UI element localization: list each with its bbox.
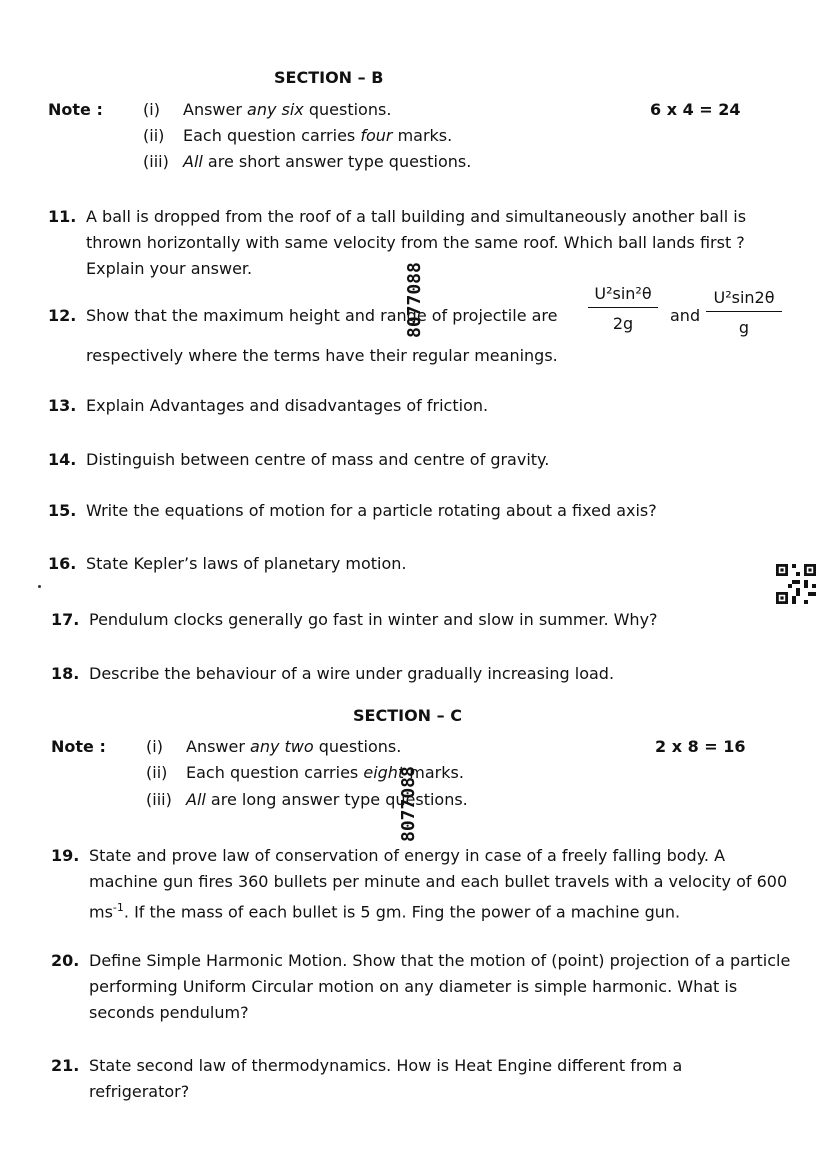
question-text: Explain Advantages and disadvantages of friction.	[86, 396, 489, 415]
question-text: Distinguish between centre of mass and centre of gravity.	[86, 450, 550, 469]
section-b-note-2: (ii) Each question carries four marks.	[143, 126, 453, 145]
range-formula	[706, 288, 782, 337]
question-number: 14.	[48, 450, 77, 469]
question-17	[51, 610, 658, 629]
question-number: 18.	[51, 664, 80, 683]
formula-numerator: U²sin²θ	[594, 284, 652, 303]
section-c-note-1: (i) Answer any two questions.	[146, 737, 402, 756]
question-text: State second law of thermodynamics. How is Heat Engine different from a refrigerator?	[89, 1056, 683, 1101]
question-21	[51, 1053, 751, 1105]
section-b-note-label: Note :	[48, 100, 103, 119]
question-text: State Kepler’s laws of planetary motion.	[86, 554, 407, 573]
question-number: 21.	[51, 1056, 80, 1075]
stray-dot	[38, 585, 41, 588]
question-number: 11.	[48, 207, 77, 226]
question-text: Describe the behaviour of a wire under gradually increasing load.	[89, 664, 615, 683]
question-18	[51, 664, 614, 683]
and-text: and	[670, 306, 701, 325]
watermark-upper: 8077088	[404, 262, 425, 338]
note-index: (iii)	[143, 152, 169, 171]
question-15	[48, 501, 657, 520]
question-16	[48, 554, 406, 573]
section-c-note-3: (iii) All are long answer type questions.	[146, 790, 468, 809]
section-c-note-2: (ii) Each question carries eight marks.	[146, 763, 464, 782]
note-index: (iii)	[146, 790, 172, 809]
section-b-note-3: (iii) All are short answer type questions.	[143, 152, 472, 171]
question-text: Show that the maximum height and range of projectile are	[86, 306, 558, 325]
question-number: 13.	[48, 396, 77, 415]
question-text: State and prove law of conservation of energy in case of a freely falling body. A machine gun fires 360 bullets per minute and each bullet travels with a velocity of 600 $ms^{-1}$. If the mass of each bullet is 5 gm. Fing the power of a machine gun.	[89, 846, 788, 922]
question-number: 20.	[51, 951, 80, 970]
section-b-note-1: (i) Answer any six questions.	[143, 100, 392, 119]
note-index: (ii)	[146, 763, 168, 782]
qr-code-icon	[776, 564, 816, 604]
question-20	[51, 948, 791, 1026]
question-text: Write the equations of motion for a particle rotating about a fixed axis?	[86, 501, 657, 520]
question-12-tail: respectively where the terms have their regular meanings.	[86, 346, 558, 365]
section-c-marks: 2 x 8 = 16	[655, 737, 746, 756]
question-14	[48, 450, 549, 469]
question-13	[48, 396, 488, 415]
question-19	[51, 843, 791, 925]
question-text: Define Simple Harmonic Motion. Show that the motion of (point) projection of a particle performing Uniform Circular motion on any diameter is simple harmonic. What is seconds pendulum?	[89, 951, 791, 1022]
question-number: 19.	[51, 846, 80, 865]
formula-denominator: 2g	[612, 314, 634, 333]
section-c-note-label: Note :	[51, 737, 106, 756]
note-index: (ii)	[143, 126, 165, 145]
section-b-title: SECTION – B	[274, 68, 384, 87]
max-height-formula	[588, 284, 658, 333]
note-index: (i)	[146, 737, 163, 756]
question-number: 15.	[48, 501, 77, 520]
section-c-title: SECTION – C	[353, 706, 462, 725]
question-number: 16.	[48, 554, 77, 573]
question-text: A ball is dropped from the roof of a tall building and simultaneously another ball is thrown horizontally with same velocity from the same roof. Which ball lands first ? Explain your answer.	[86, 207, 747, 278]
section-b-marks: 6 x 4 = 24	[650, 100, 741, 119]
question-number: 12.	[48, 306, 77, 325]
question-number: 17.	[51, 610, 80, 629]
question-12-line	[48, 306, 558, 325]
formula-numerator: U²sin2θ	[713, 288, 775, 307]
question-text: Pendulum clocks generally go fast in winter and slow in summer. Why?	[89, 610, 658, 629]
note-index: (i)	[143, 100, 160, 119]
watermark-lower: 8077088	[398, 766, 419, 842]
formula-denominator: g	[738, 318, 750, 337]
